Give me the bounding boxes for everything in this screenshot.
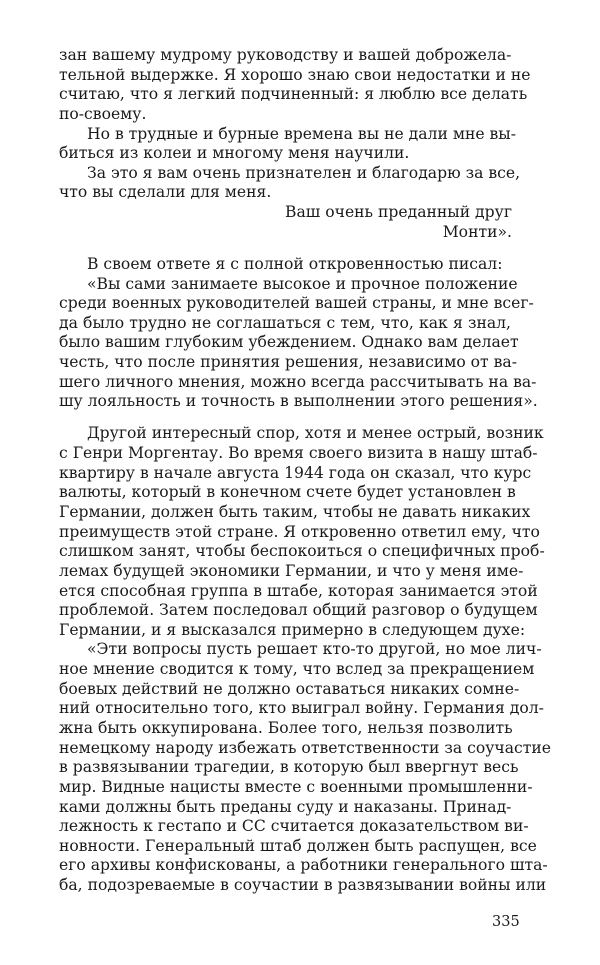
text-line: ками должны быть преданы суду и наказаны. Принад- <box>59 797 512 816</box>
text-line: Германии, должен быть таким, чтобы не давать никаких <box>59 502 531 521</box>
text-line: слишком занят, чтобы беспокоиться о специфичных проб- <box>59 542 545 561</box>
page-number: 335 <box>492 914 520 930</box>
text-line: Германии, и я высказался примерно в следующем духе: <box>59 620 526 639</box>
text-line: его архивы конфискованы, а работники генерального шта- <box>59 856 548 875</box>
text-line: квартиру в начале августа 1944 года он сказал, что курс <box>59 463 532 482</box>
text-line: боевых действий не должно оставаться никаких сомне- <box>59 679 520 698</box>
text-line: честь, что после принятия решения, независимо от ва- <box>59 353 517 371</box>
text-line: ется способная группа в штабе, которая занимается этой <box>59 581 538 600</box>
text-line: лемах будущей экономики Германии, и что у меня име- <box>59 561 524 580</box>
text-line: биться из колеи и многому меня научили. <box>59 144 410 163</box>
text-line: За это я вам очень признателен и благодарю за все, <box>87 163 521 182</box>
text-line: ное мнение сводится к тому, что вслед за прекращением <box>59 660 535 678</box>
text-line: немецкому народу избежать ответственности за соучастие <box>59 738 551 757</box>
text-line: шего личного мнения, можно всегда рассчитывать на ва- <box>59 372 537 391</box>
text-line: с Генри Моргентау. Во время своего визита в нашу штаб- <box>59 444 538 462</box>
text-line: что вы сделали для меня. <box>59 183 272 202</box>
text-line: зан вашему мудрому руководству и вашей доброжела- <box>59 46 512 64</box>
text-line: ба, подозреваемые в соучастии в развязывании войны или <box>59 876 547 894</box>
text-line: ний относительно того, кто выиграл войну. Германия дол- <box>59 699 544 718</box>
text-line: Но в трудные и бурные времена вы не дали мне вы- <box>87 124 516 143</box>
text-line: считаю, что я легкий подчиненный: я люблю все делать <box>59 85 528 104</box>
text-line: жна быть оккупирована. Более того, нельзя позволить <box>59 718 513 737</box>
text-line: В своем ответе я с полной откровенностью писал: <box>87 254 503 273</box>
text-line: по-своему. <box>59 104 147 123</box>
text-line: да было трудно не соглашаться с тем, что, как я знал, <box>59 313 511 332</box>
text-line: «Вы сами занимаете высокое и прочное положение <box>87 274 518 293</box>
text-line: мир. Видные нацисты вместе с военными промышленни- <box>59 777 533 796</box>
text-line: шу лояльность и точность в выполнении этого решения». <box>59 392 538 411</box>
text-line: валюты, который в конечном счете будет установлен в <box>59 483 516 502</box>
text-line: лежность к гестапо и СС считается доказательством ви- <box>59 817 529 836</box>
text-line: в развязывании трагедии, в которую был ввергнут весь <box>59 758 519 777</box>
text-line: было вашим глубоким убеждением. Однако вам делает <box>59 333 519 352</box>
text-line: «Эти вопросы пусть решает кто-то другой, но мое лич- <box>87 640 542 659</box>
signature-line: Монти». <box>442 222 512 241</box>
text-line: проблемой. Затем последовал общий разговор о будущем <box>59 601 538 620</box>
text-line: преимуществ этой стране. Я откровенно ответил ему, что <box>59 522 540 541</box>
text-line: новности. Генеральный штаб должен быть распущен, все <box>59 836 537 855</box>
text-line: тельной выдержке. Я хорошо знаю свои недостатки и не <box>59 65 531 84</box>
text-line: среди военных руководителей вашей страны, и мне всег- <box>59 294 534 313</box>
text-line: Другой интересный спор, хотя и менее острый, возник <box>87 424 544 443</box>
signature-line: Ваш очень преданный друг <box>285 203 512 222</box>
